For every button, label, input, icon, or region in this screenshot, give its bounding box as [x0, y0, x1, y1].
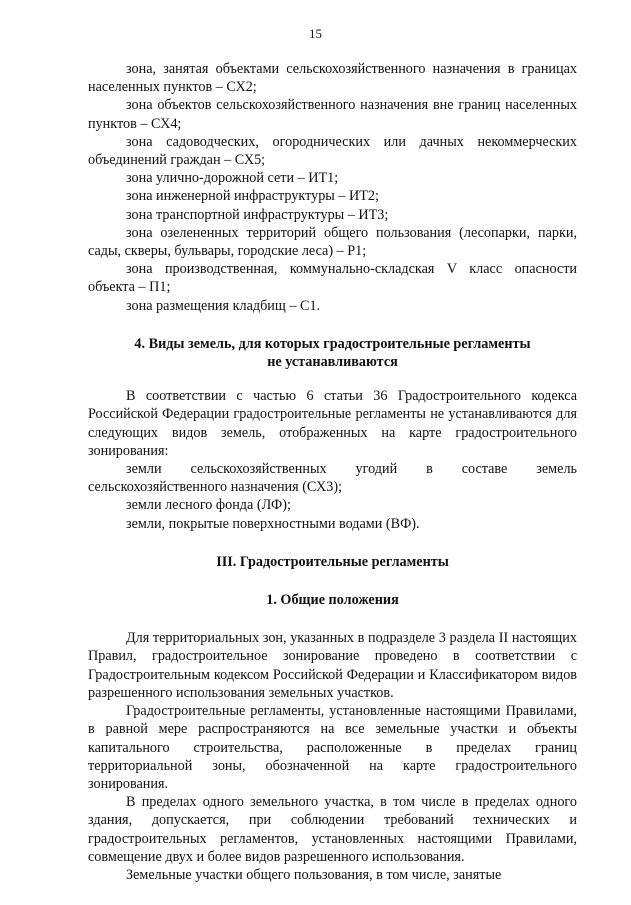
land-type-item: земли, покрытые поверхностными водами (ВФ). [126, 515, 420, 532]
part-3-heading: III. Градостроительные регламенты [216, 553, 449, 570]
page-content [88, 60, 577, 884]
zone-item: зона объектов сельскохозяйственного назначения вне границ населенных пунктов – СХ4; [88, 97, 577, 132]
part-3-paragraph: В пределах одного земельного участка, в том числе в пределах одного здания, допускается, при соблюдении требований технических и градостроительных регламентов, установленных настоящими Правилами, совмещение двух и более видов разрешенного использования. [88, 794, 577, 865]
zone-item: зона улично-дорожной сети – ИТ1; [126, 170, 339, 187]
land-type-item: земли лесного фонда (ЛФ); [126, 497, 291, 514]
part-3-paragraph: Земельные участки общего пользования, в том числе, занятые [126, 866, 502, 883]
zone-item: зона производственная, коммунально-складская V класс опасности объекта – П1; [88, 261, 577, 296]
page-number: 15 [309, 26, 322, 41]
part-3 [88, 553, 577, 884]
zone-item: зона инженерной инфраструктуры – ИТ2; [126, 188, 379, 205]
zone-item: зона транспортной инфраструктуры – ИТ3; [126, 206, 389, 223]
section-4 [88, 335, 577, 533]
part-3-subheading: 1. Общие положения [266, 592, 399, 609]
zones-list [88, 60, 577, 315]
section-4-intro: В соответствии с частью 6 статьи 36 Градостроительного кодекса Российской Федерации градостроительные регламенты не устанавливаются для следующих видов земель, отображенных на карте градостроительного зонирования: [88, 388, 577, 459]
zone-item: зона, занятая объектами сельскохозяйственного назначения в границах населенных пунктов – СХ2; [88, 61, 577, 96]
part-3-paragraph: Для территориальных зон, указанных в подразделе 3 раздела II настоящих Правил, градостроительное зонирование проведено в соответствии с Градостроительным кодексом Российской Федерации и Классификатором видов разрешенного использования земельных участков. [88, 630, 577, 701]
zone-item: зона садоводческих, огороднических или дачных некоммерческих объединений граждан – СХ5; [88, 133, 577, 169]
zone-item: зона размещения кладбищ – С1. [126, 297, 321, 314]
land-type-item: земли сельскохозяйственных угодий в составе земель сельскохозяйственного назначения (СХ3); [88, 461, 577, 496]
zone-item: зона озелененных территорий общего пользования (лесопарки, парки, сады, скверы, бульвары, городские леса) – Р1; [88, 224, 577, 260]
part-3-paragraph: Градостроительные регламенты, установленные настоящими Правилами, в равной мере распространяются на все земельные участки и объекты капитального строительства, расположенные в пределах границ территориальной зоны, обозначенной на карте градостроительного зонирования. [88, 703, 577, 792]
section-4-heading-line2: не устанавливаются [267, 354, 398, 371]
section-4-heading-line1: 4. Виды земель, для которых градостроительные регламенты [134, 335, 531, 352]
